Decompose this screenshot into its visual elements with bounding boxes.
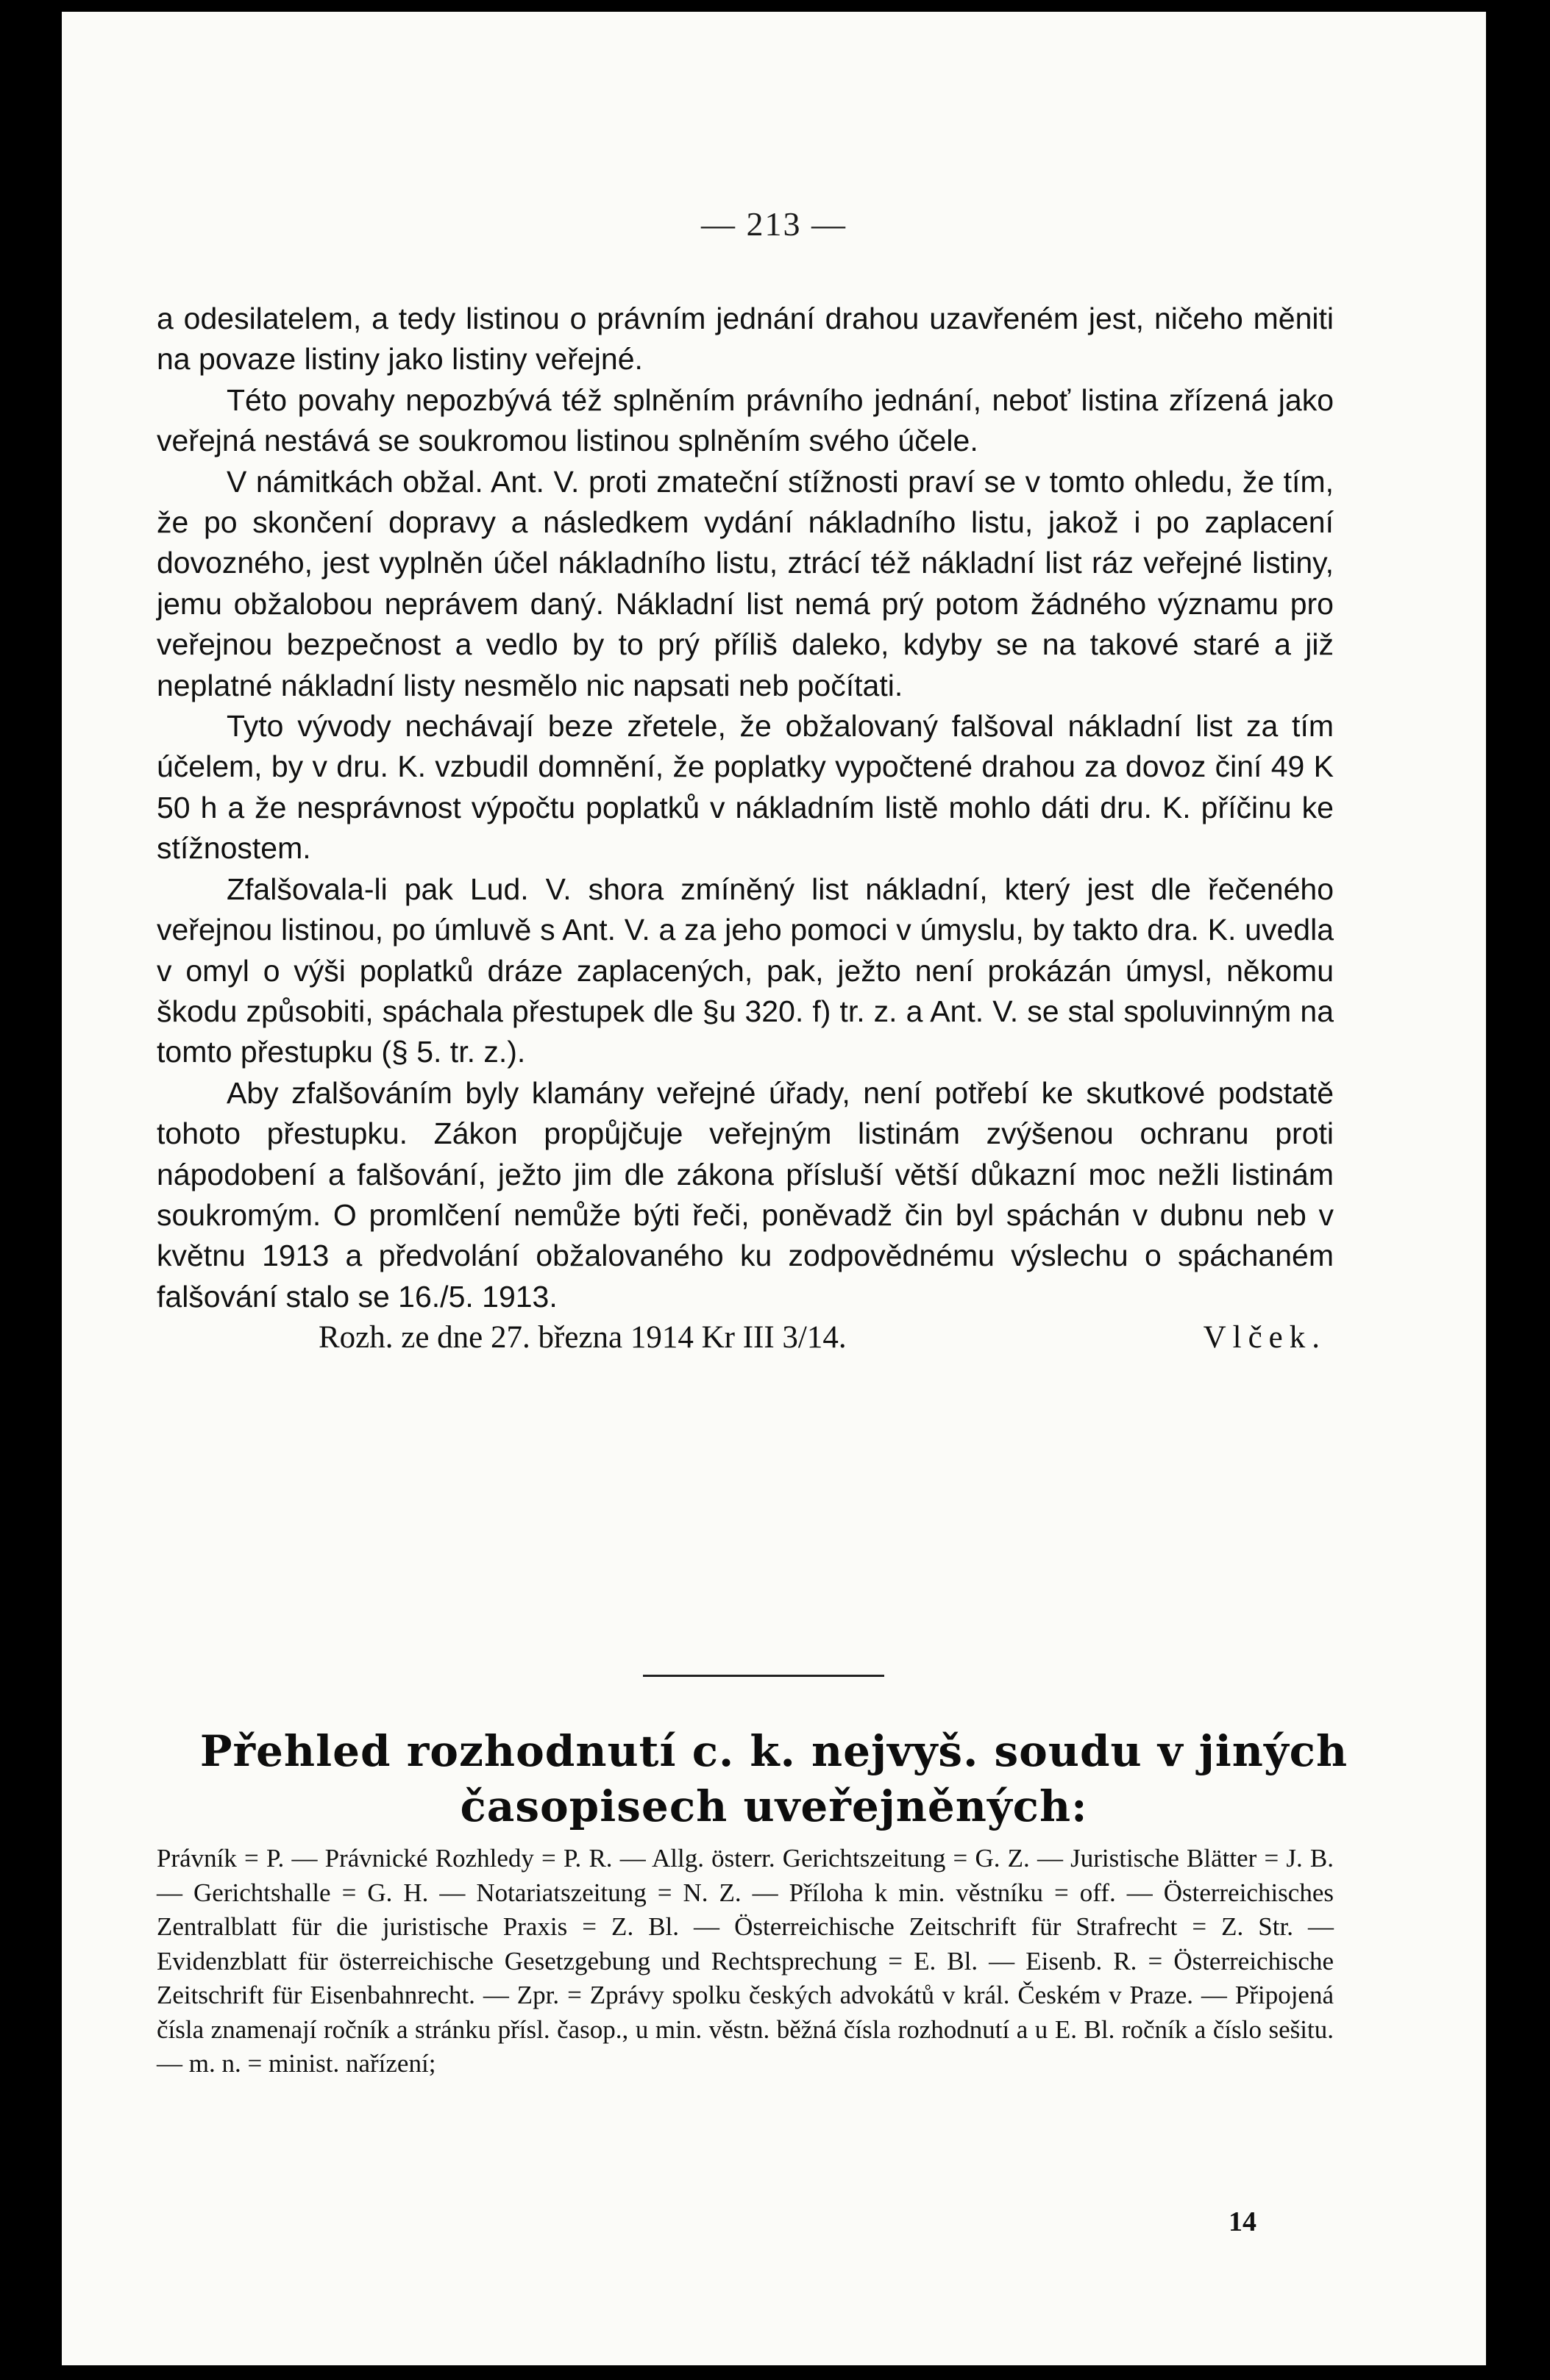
abbreviations-text: Právník = P. — Právnické Rozhledy = P. R. — Allg. österr. Gerichtszeitung = G. Z. — Juristische Blätter = J. B. — Gerichtshalle = G. H. — Notariatszeitung = N. Z. — Příloha k min. věstníku = off. — Österreichisches Zentralblatt für die juristische Praxis = Z. Bl. — Österreichische Zeitschrift für Strafrecht = Z. Str. — Evidenzblatt für österreichische Gesetzgebung und Rechtsprechung = E. Bl. — Eisenb. R. = Österreichische Zeitschrift für Eisenbahnrecht. — Zpr. = Zprávy spolku českých advokátů v král. Českém v Praze. — Připojená čísla znamenají ročník a stránku přísl. časop., u min. věstn. běžná čísla rozhodnutí a u E. Bl. ročník a číslo sešitu. — m. n. = minist. nařízení; xyxy=(157,1844,1334,2078)
page-number: — 213 — xyxy=(701,205,847,243)
paragraph-3: V námitkách obžal. Ant. V. proti zmateční stížnosti praví se v tomto ohledu, že tím, že po skončení dopravy a následkem vydání nákladního listu, jakož i po zaplacení dovozného, jest vyplněn účel nákladního listu, ztrácí též nákladní list ráz veřejné listiny, jemu obžalobou neprávem daný. Nákladní list nemá prý potom žádného významu pro veřejnou bezpečnost a vedlo by to prý příliš daleko, kdyby se na takové staré a již neplatné nákladní listy nesmělo nic napsati neb počítati. xyxy=(157,464,1334,702)
book-page xyxy=(62,12,1486,2365)
gathering-mark: 14 xyxy=(1229,2206,1256,2237)
abbreviations-list xyxy=(157,1842,1334,2081)
paragraph-6: Aby zfalšováním byly klamány veřejné úřady, není potřebí ke skutkové podstatě tohoto přestupku. Zákon propůjčuje veřejným listinám zvýšenou ochranu proti nápodobení a falšování, ježto jim dle zákona přísluší větší důkazní moc nežli listinám soukromým. O promlčení nemůže býti řeči, poněvadž čin byl spáchán v dubnu neb v květnu 1913 a předvolání obžalovaného ku zodpovědnému výslechu o spáchaném falšování stalo se 16./5. 1913. xyxy=(157,1075,1334,1314)
paragraph-5: Zfalšovala-li pak Lud. V. shora zmíněný list nákladní, který jest dle řečeného veřejnou listinou, po úmluvě s Ant. V. a za jeho pomoci v úmyslu, by takto dra. K. uvedla v omyl o výši poplatků dráze zaplacených, pak, ježto není prokázán úmysl, někomu škodu způsobiti, spáchala přestupek dle §u 320. f) tr. z. a Ant. V. se stal spoluvinným na tomto přestupku (§ 5. tr. z.). xyxy=(157,872,1334,1069)
section-heading-line-2: časopisech uveřejněných: xyxy=(460,1781,1088,1831)
body-text xyxy=(157,299,1334,1358)
decision-dateline xyxy=(157,1317,1334,1358)
signature: Vlček. xyxy=(1203,1320,1326,1355)
paragraph-1: a odesilatelem, a tedy listinou o právním jednání drahou uzavřeném jest, ničeho měniti na povaze listiny jako listiny veřejné. xyxy=(157,302,1334,377)
paragraph-4: Tyto vývody nechávají beze zřetele, že obžalovaný falšoval nákladní list za tím účelem, by v dru. K. vzbudil domnění, že poplatky vypočtené drahou za dovoz činí 49 K 50 h a že nesprávnost výpočtu poplatků v nákladním listě mohlo dáti dru. K. příčinu ke stížnostem. xyxy=(157,709,1334,866)
section-heading-line-1: Přehled rozhodnutí c. k. nejvyš. soudu v jiných xyxy=(199,1726,1348,1776)
section-divider xyxy=(643,1675,884,1677)
paragraph-2: Této povahy nepozbývá též splněním právního jednání, neboť listina zřízená jako veřejná nestává se soukromou listinou splněním svého účele. xyxy=(157,382,1334,458)
decision-reference: Rozh. ze dne 27. března 1914 Kr III 3/14. xyxy=(319,1320,847,1355)
section-heading xyxy=(62,1724,1486,1834)
